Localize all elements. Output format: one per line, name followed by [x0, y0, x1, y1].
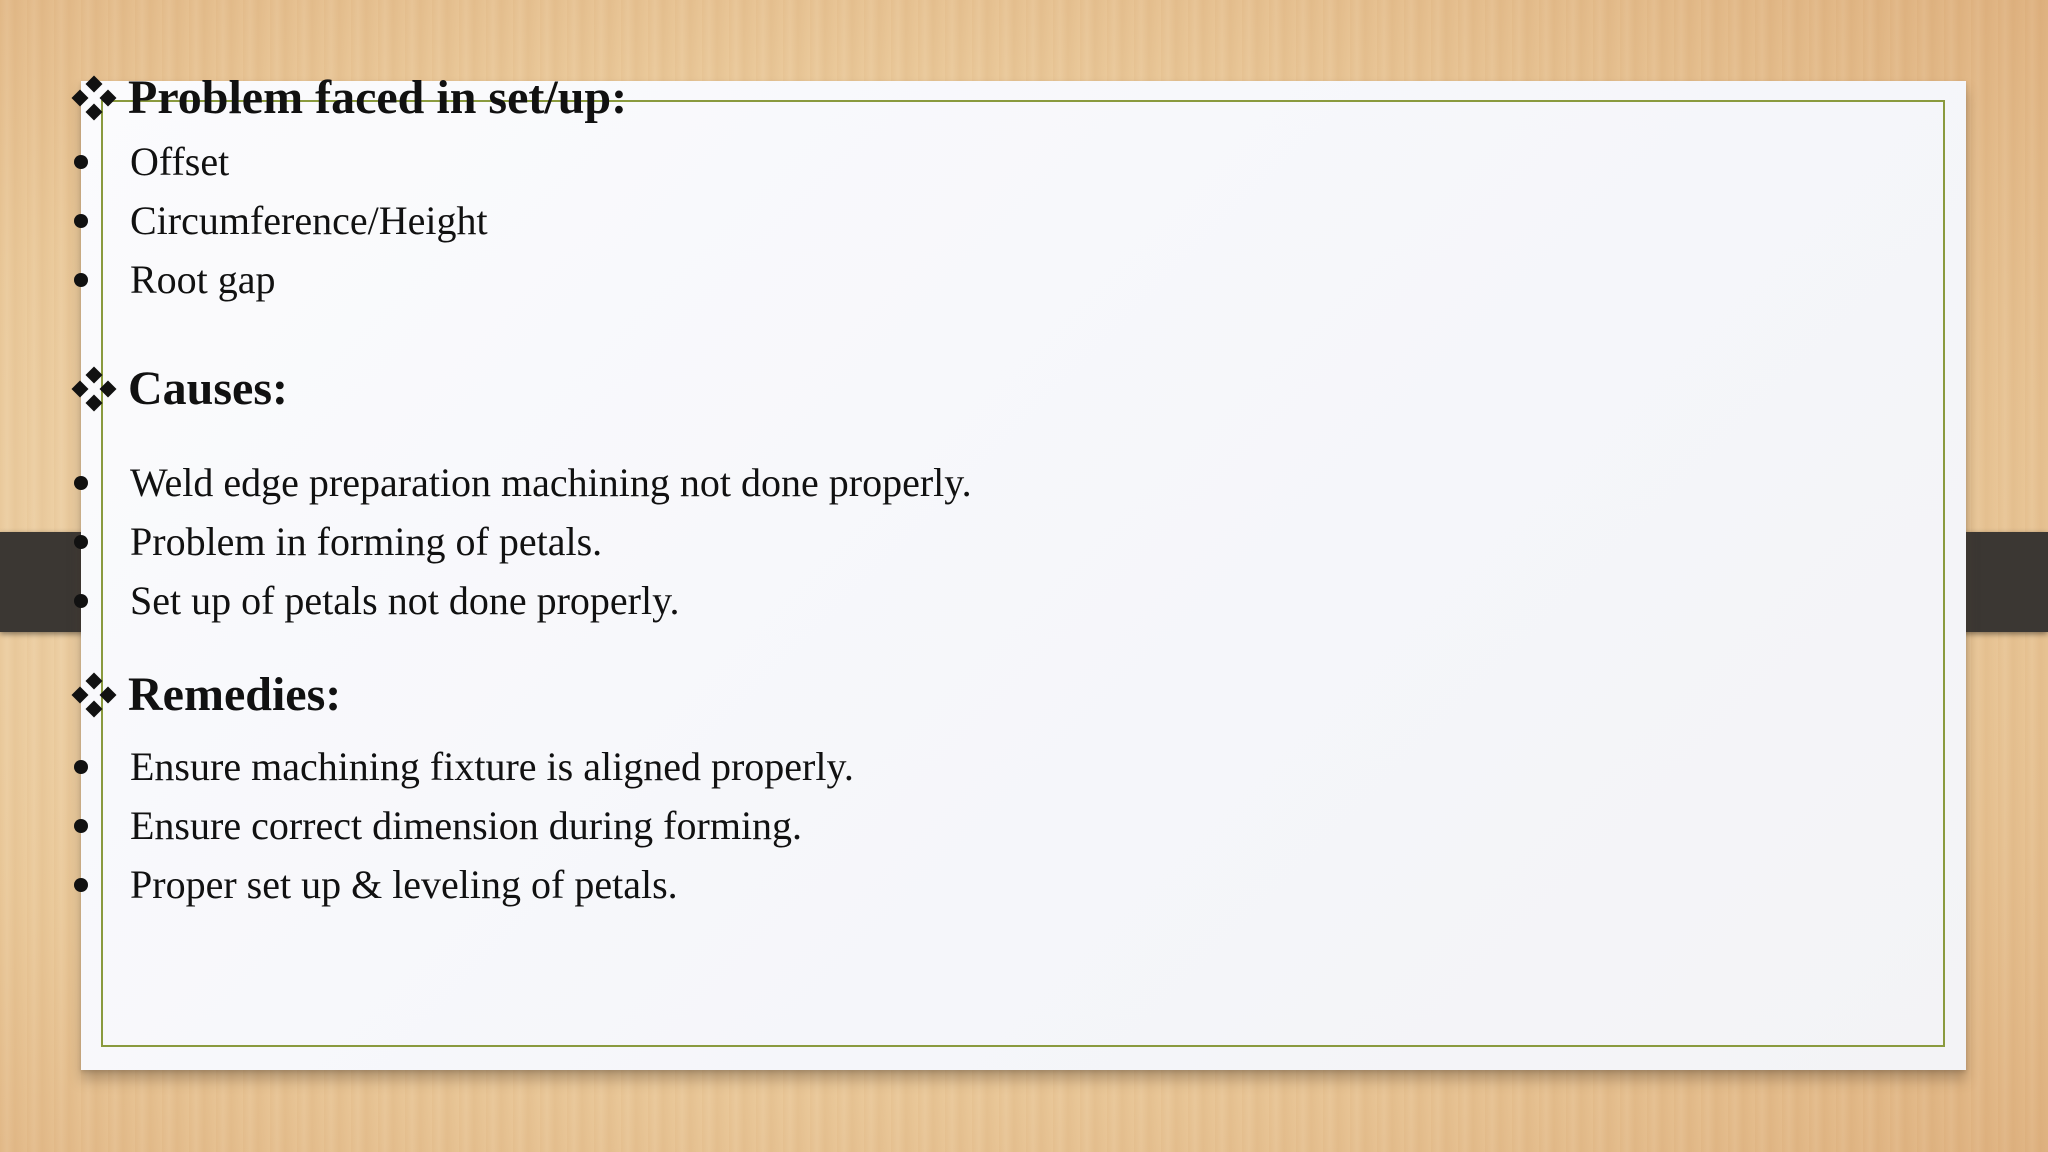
list-item: [72, 254, 276, 306]
section-heading-causes: [72, 361, 288, 417]
list-item-text: Weld edge preparation machining not done properly.: [130, 460, 972, 505]
list-item-text: Ensure correct dimension during forming.: [130, 803, 803, 848]
bullet-dot-icon: [74, 535, 88, 549]
list-item: [72, 457, 972, 509]
section-heading-text: Causes:: [128, 362, 289, 415]
bullet-dot-icon: [74, 819, 88, 833]
list-item: [72, 575, 680, 627]
list-item: [72, 859, 678, 911]
list-item-text: Problem in forming of petals.: [130, 519, 603, 564]
list-item: [72, 195, 488, 247]
section-heading-text: Problem faced in set/up:: [128, 71, 628, 124]
list-item-text: Circumference/Height: [130, 198, 488, 243]
bullet-dot-icon: [74, 594, 88, 608]
list-item-text: Proper set up & leveling of petals.: [130, 862, 678, 907]
section-heading-problem: [72, 70, 627, 126]
bullet-dot-icon: [74, 878, 88, 892]
list-item-text: Root gap: [130, 257, 276, 302]
list-item: [72, 800, 802, 852]
section-heading-text: Remedies:: [128, 668, 342, 721]
bullet-dot-icon: [74, 476, 88, 490]
bullet-dot-icon: [74, 760, 88, 774]
bullet-dot-icon: [74, 214, 88, 228]
four-diamond-icon: [72, 673, 116, 717]
section-heading-remedies: [72, 667, 341, 723]
list-item: [72, 741, 854, 793]
list-item: [72, 136, 229, 188]
list-item-text: Set up of petals not done properly.: [130, 578, 680, 623]
list-item-text: Ensure machining fixture is aligned properly.: [130, 744, 854, 789]
four-diamond-icon: [72, 367, 116, 411]
four-diamond-icon: [72, 76, 116, 120]
bullet-dot-icon: [74, 155, 88, 169]
list-item-text: Offset: [130, 139, 230, 184]
list-item: [72, 516, 602, 568]
bullet-dot-icon: [74, 273, 88, 287]
